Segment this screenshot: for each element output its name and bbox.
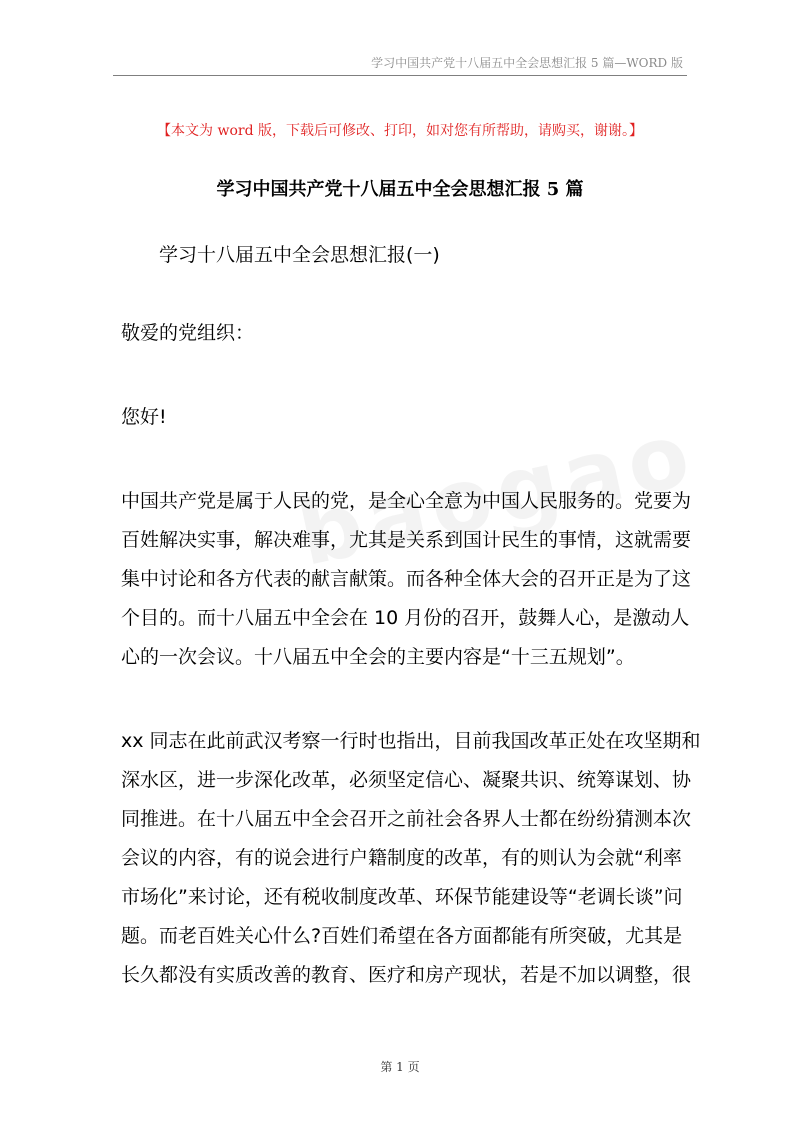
- paragraph-line: 深水区，进一步深化改革，必须坚定信心、凝聚共识、统筹谋划、协: [121, 769, 692, 791]
- document-title: 学习中国共产党十八届五中全会思想汇报 5 篇: [216, 179, 584, 200]
- paragraph-line: 个目的。而十八届五中全会在 10 月份的召开，鼓舞人心，是激动人: [121, 607, 690, 629]
- paragraph-line: 题。而老百姓关心什么?百姓们希望在各方面都能有所突破，尤其是: [121, 925, 683, 947]
- paragraph-line: 长久都没有实质改善的教育、医疗和房产现状，若是不加以调整，很: [121, 964, 692, 986]
- download-notice: 【本文为 word 版，下载后可修改、打印，如对您有所帮助，请购买，谢谢。】: [157, 123, 643, 139]
- section-subtitle: 学习十八届五中全会思想汇报(一): [159, 244, 440, 266]
- running-header: 学习中国共产党十八届五中全会思想汇报 5 篇—WORD 版: [371, 56, 683, 70]
- salutation: 敬爱的党组织：: [121, 322, 255, 344]
- paragraph-line: 会议的内容，有的说会进行户籍制度的改革，有的则认为会就“利率: [121, 847, 682, 869]
- header-divider: [113, 75, 687, 76]
- paragraph-line: 市场化”来讨论，还有税收制度改革、环保节能建设等“老调长谈”问: [121, 886, 683, 908]
- paragraph-line: 集中讨论和各方代表的献言献策。而各种全体大会的召开正是为了这: [121, 568, 692, 590]
- paragraph-line: 中国共产党是属于人民的党，是全心全意为中国人民服务的。党要为: [121, 490, 692, 512]
- paragraph-line: 同推进。在十八届五中全会召开之前社会各界人士都在纷纷猜测本次: [121, 808, 692, 830]
- greeting: 您好!: [121, 406, 167, 428]
- paragraph-line: 百姓解决实事，解决难事，尤其是关系到国计民生的事情，这就需要: [121, 529, 692, 551]
- paragraph-line: 心的一次会议。十八届五中全会的主要内容是“十三五规划”。: [121, 646, 635, 668]
- paragraph-line: xx 同志在此前武汉考察一行时也指出，目前我国改革正处在攻坚期和: [121, 730, 701, 752]
- page-number: 第 1 页: [380, 1060, 420, 1074]
